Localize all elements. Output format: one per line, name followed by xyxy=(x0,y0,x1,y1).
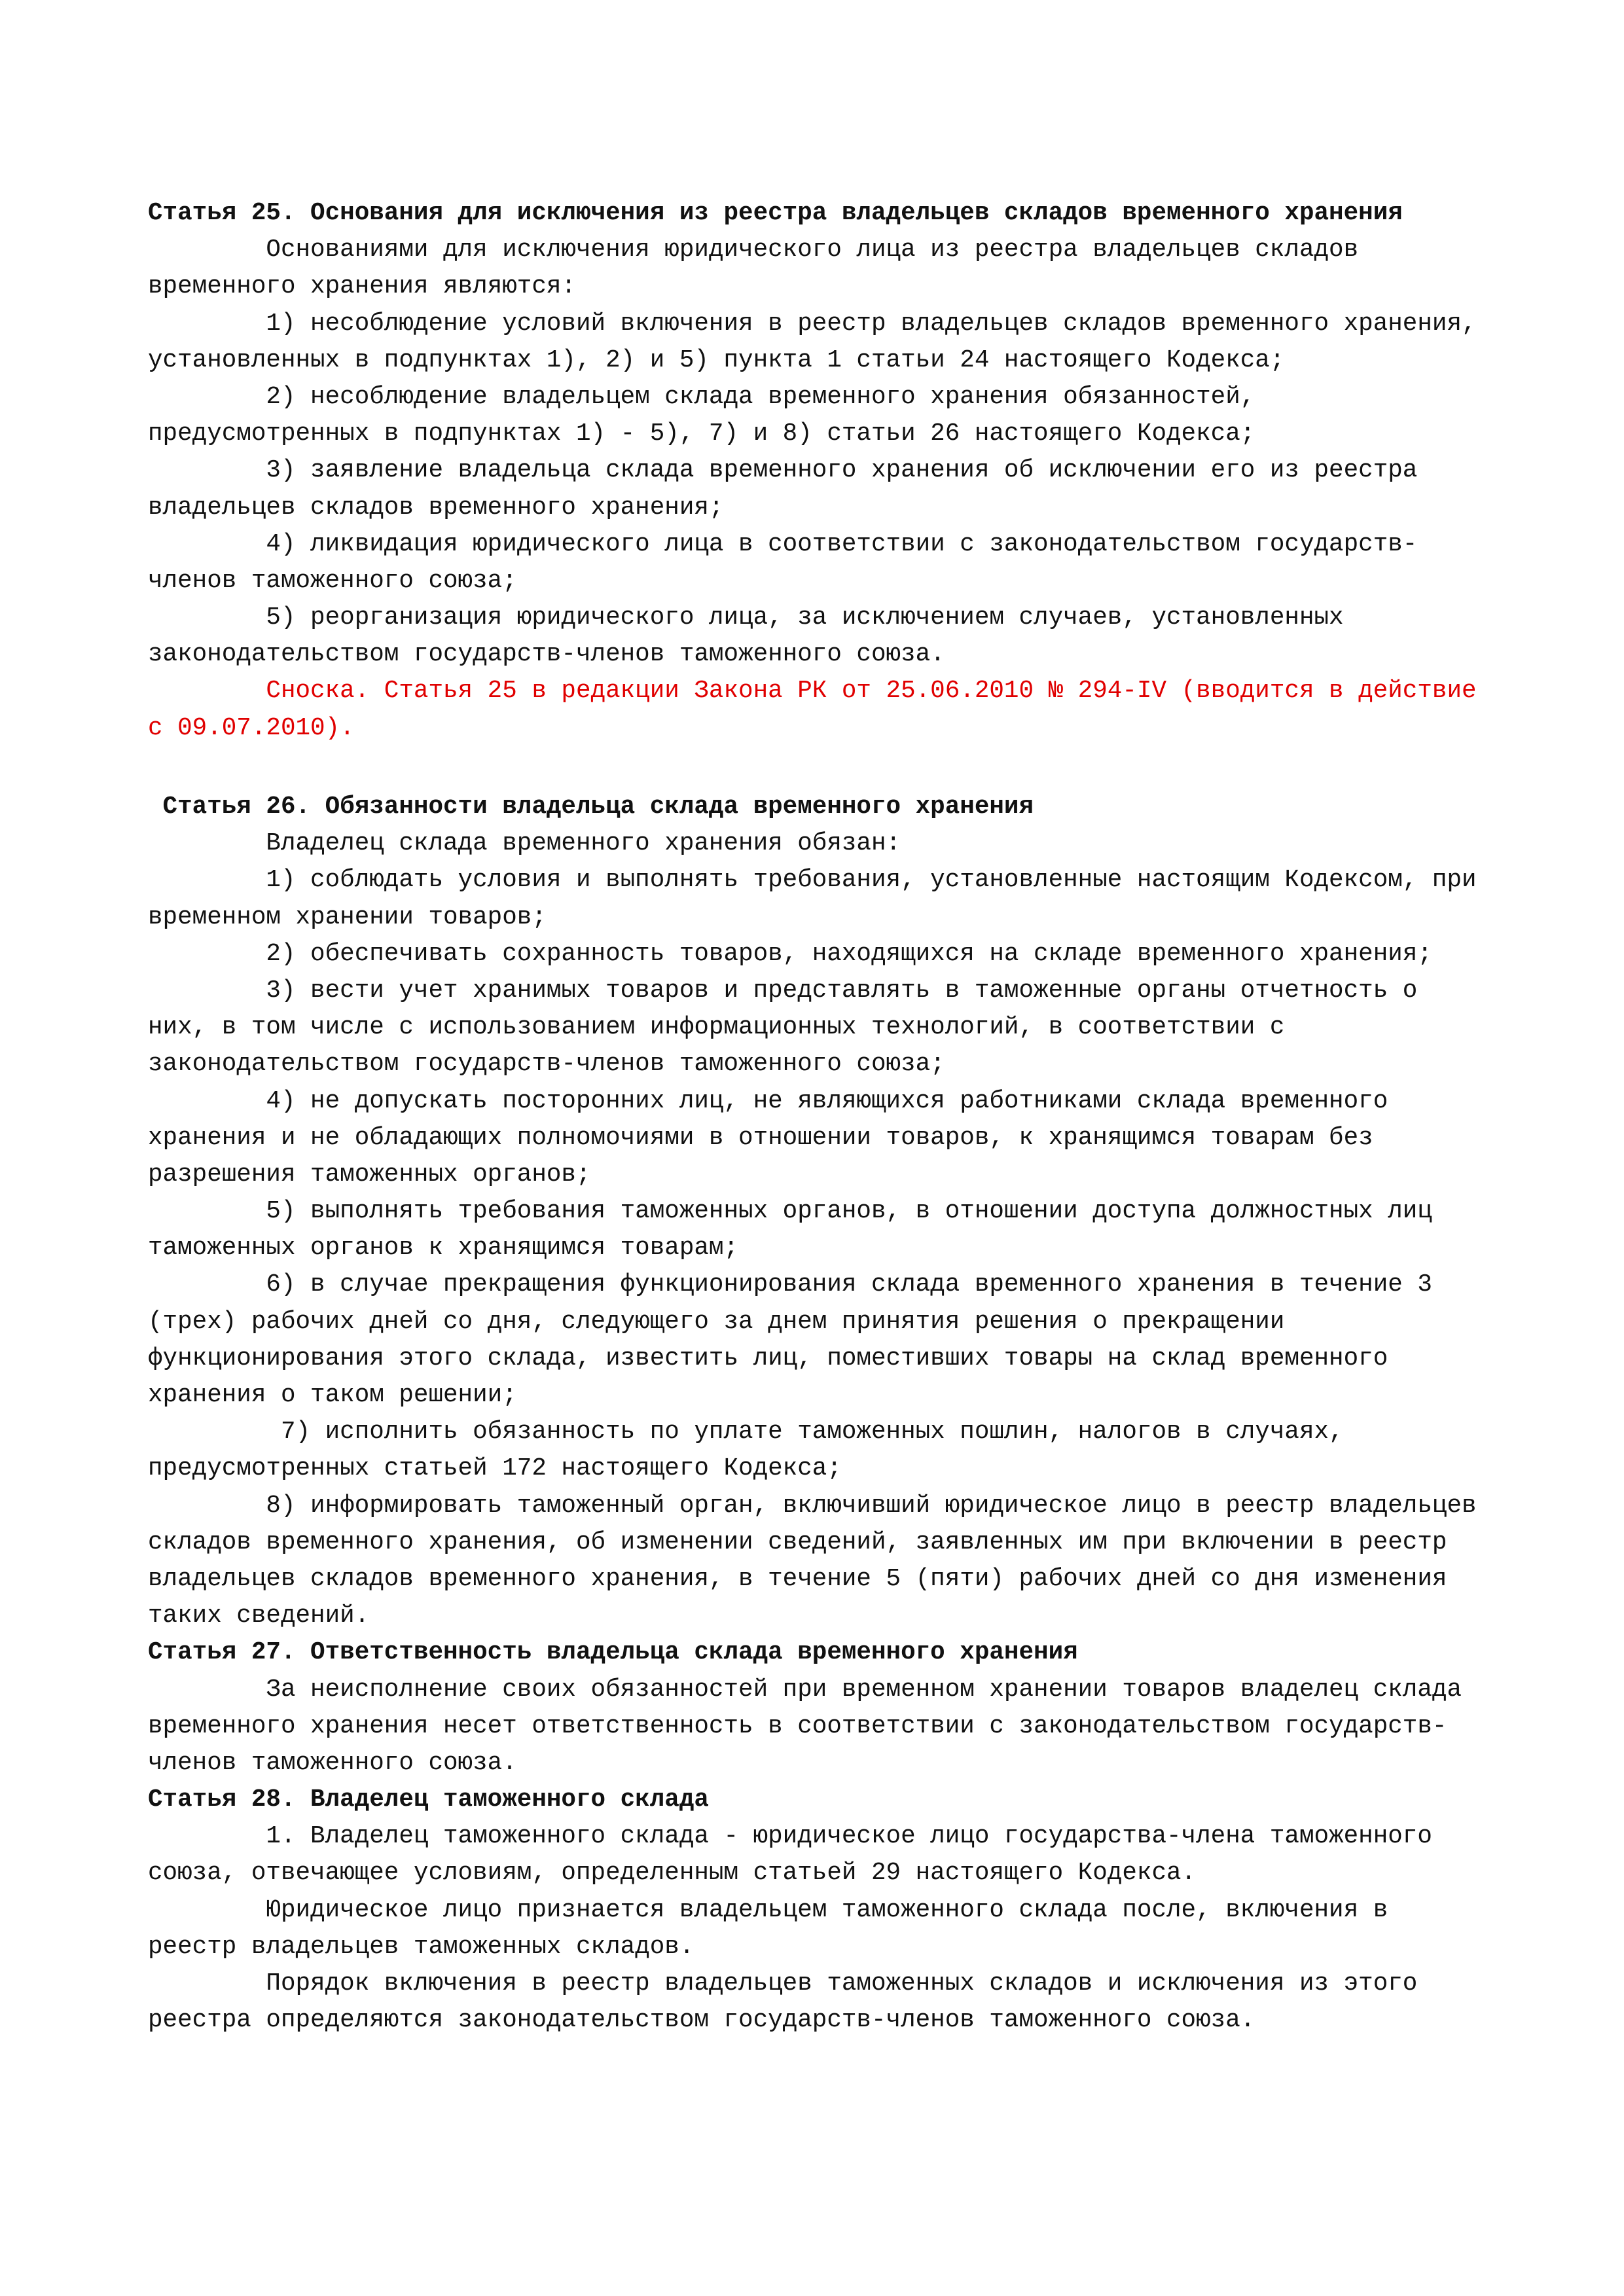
article-text-line: законодательством государств-членов таможенного союза; xyxy=(148,1050,945,1079)
article-text-line: союза, отвечающее условиям, определенным статьей 29 настоящего Кодекса. xyxy=(148,1859,1197,1888)
article-heading: Статья 27. Ответственность владельца склада временного хранения xyxy=(148,1639,1078,1667)
article-text-line: 2) несоблюдение владельцем склада временного хранения обязанностей, xyxy=(148,383,1255,411)
article-text-line: установленных в подпунктах 1), 2) и 5) пункта 1 статьи 24 настоящего Кодекса; xyxy=(148,346,1285,374)
article-text-line: 5) выполнять требования таможенных органов, в отношении доступа должностных лиц xyxy=(148,1198,1432,1226)
article-text-line: реестра определяются законодательством государств-членов таможенного союза. xyxy=(148,2007,1255,2035)
article-text-line: 6) в случае прекращения функционирования склада временного хранения в течение 3 xyxy=(148,1271,1432,1299)
article-text-line: временного хранения являются: xyxy=(148,273,576,301)
article-text-line: предусмотренных статьей 172 настоящего Кодекса; xyxy=(148,1455,842,1483)
article-text-line: Владелец склада временного хранения обязан: xyxy=(148,830,901,858)
article-26 xyxy=(148,789,1523,1634)
footnote-line: с 09.07.2010). xyxy=(148,714,355,742)
article-text-line: таких сведений. xyxy=(148,1602,370,1630)
article-text-line: временном хранении товаров; xyxy=(148,903,547,931)
article-text-line: Основаниями для исключения юридического лица из реестра владельцев складов xyxy=(148,236,1359,264)
article-text-line: 1) соблюдать условия и выполнять требования, установленные настоящим Кодексом, при xyxy=(148,867,1477,895)
article-text-line: 2) обеспечивать сохранность товаров, находящихся на складе временного хранения; xyxy=(148,940,1432,968)
article-text-line: них, в том числе с использованием информационных технологий, в соответствии с xyxy=(148,1014,1285,1042)
article-text-line: таможенных органов к хранящимся товарам; xyxy=(148,1234,739,1263)
spacer xyxy=(148,747,1523,783)
article-text-line: 3) заявление владельца склада временного хранения об исключении его из реестра xyxy=(148,457,1418,485)
article-text-line: 4) ликвидация юридического лица в соответствии с законодательством государств- xyxy=(148,530,1418,558)
article-text-line: членов таможенного союза; xyxy=(148,567,517,595)
article-heading: Статья 25. Основания для исключения из реестра владельцев складов временного хранения xyxy=(148,200,1403,227)
article-text-line: реестр владельцев таможенных складов. xyxy=(148,1933,695,1961)
article-text-line: 3) вести учет хранимых товаров и представлять в таможенные органы отчетность о xyxy=(148,977,1418,1005)
article-text-line: 8) информировать таможенный орган, включивший юридическое лицо в реестр владельцев xyxy=(148,1492,1477,1520)
article-text-line: Порядок включения в реестр владельцев таможенных складов и исключения из этого xyxy=(148,1970,1418,1998)
document-page xyxy=(148,195,1523,2039)
article-text-line: хранения и не обладающих полномочиями в отношении товаров, к хранящимся товарам без xyxy=(148,1124,1373,1152)
article-text-line: функционирования этого склада, известить лиц, поместивших товары на склад временного xyxy=(148,1344,1388,1372)
article-text-line: временного хранения несет ответственность в соответствии с законодательством государств- xyxy=(148,1712,1447,1740)
article-text-line: владельцев складов временного хранения, в течение 5 (пяти) рабочих дней со дня изменения xyxy=(148,1565,1447,1593)
spacer xyxy=(148,783,1523,789)
article-text-line: владельцев складов временного хранения; xyxy=(148,493,724,522)
article-25 xyxy=(148,195,1523,747)
article-text-line: разрешения таможенных органов; xyxy=(148,1160,591,1189)
article-text-line: хранения о таком решении; xyxy=(148,1382,517,1409)
article-text-line: 4) не допускать посторонних лиц, не являющихся работниками склада временного xyxy=(148,1087,1388,1115)
article-text-line: 1. Владелец таможенного склада - юридическое лицо государства-члена таможенного xyxy=(148,1823,1432,1851)
article-text-line: 5) реорганизация юридического лица, за исключением случаев, установленных xyxy=(148,604,1344,632)
article-text-line: 7) исполнить обязанность по уплате таможенных пошлин, налогов в случаях, xyxy=(148,1418,1344,1446)
article-text-line: предусмотренных в подпунктах 1) - 5), 7) и 8) статьи 26 настоящего Кодекса; xyxy=(148,420,1255,448)
article-text-line: законодательством государств-членов таможенного союза. xyxy=(148,641,945,669)
article-27 xyxy=(148,1634,1523,1782)
article-heading: Статья 28. Владелец таможенного склада xyxy=(148,1786,709,1814)
article-text-line: За неисполнение своих обязанностей при временном хранении товаров владелец склада xyxy=(148,1676,1462,1704)
article-text-line: (трех) рабочих дней со дня, следующего за днем принятия решения о прекращении xyxy=(148,1308,1285,1336)
article-text-line: складов временного хранения, об изменении сведений, заявленных им при включении в реестр xyxy=(148,1528,1447,1556)
article-heading: Статья 26. Обязанности владельца склада временного хранения xyxy=(148,793,1034,821)
article-text-line: 1) несоблюдение условий включения в реестр владельцев складов временного хранения, xyxy=(148,310,1477,338)
article-28 xyxy=(148,1782,1523,2039)
footnote-line: Сноска. Статья 25 в редакции Закона РК от 25.06.2010 № 294-IV (вводится в действие xyxy=(148,677,1477,706)
article-text-line: членов таможенного союза. xyxy=(148,1749,517,1777)
article-text-line: Юридическое лицо признается владельцем таможенного склада после, включения в xyxy=(148,1896,1388,1924)
